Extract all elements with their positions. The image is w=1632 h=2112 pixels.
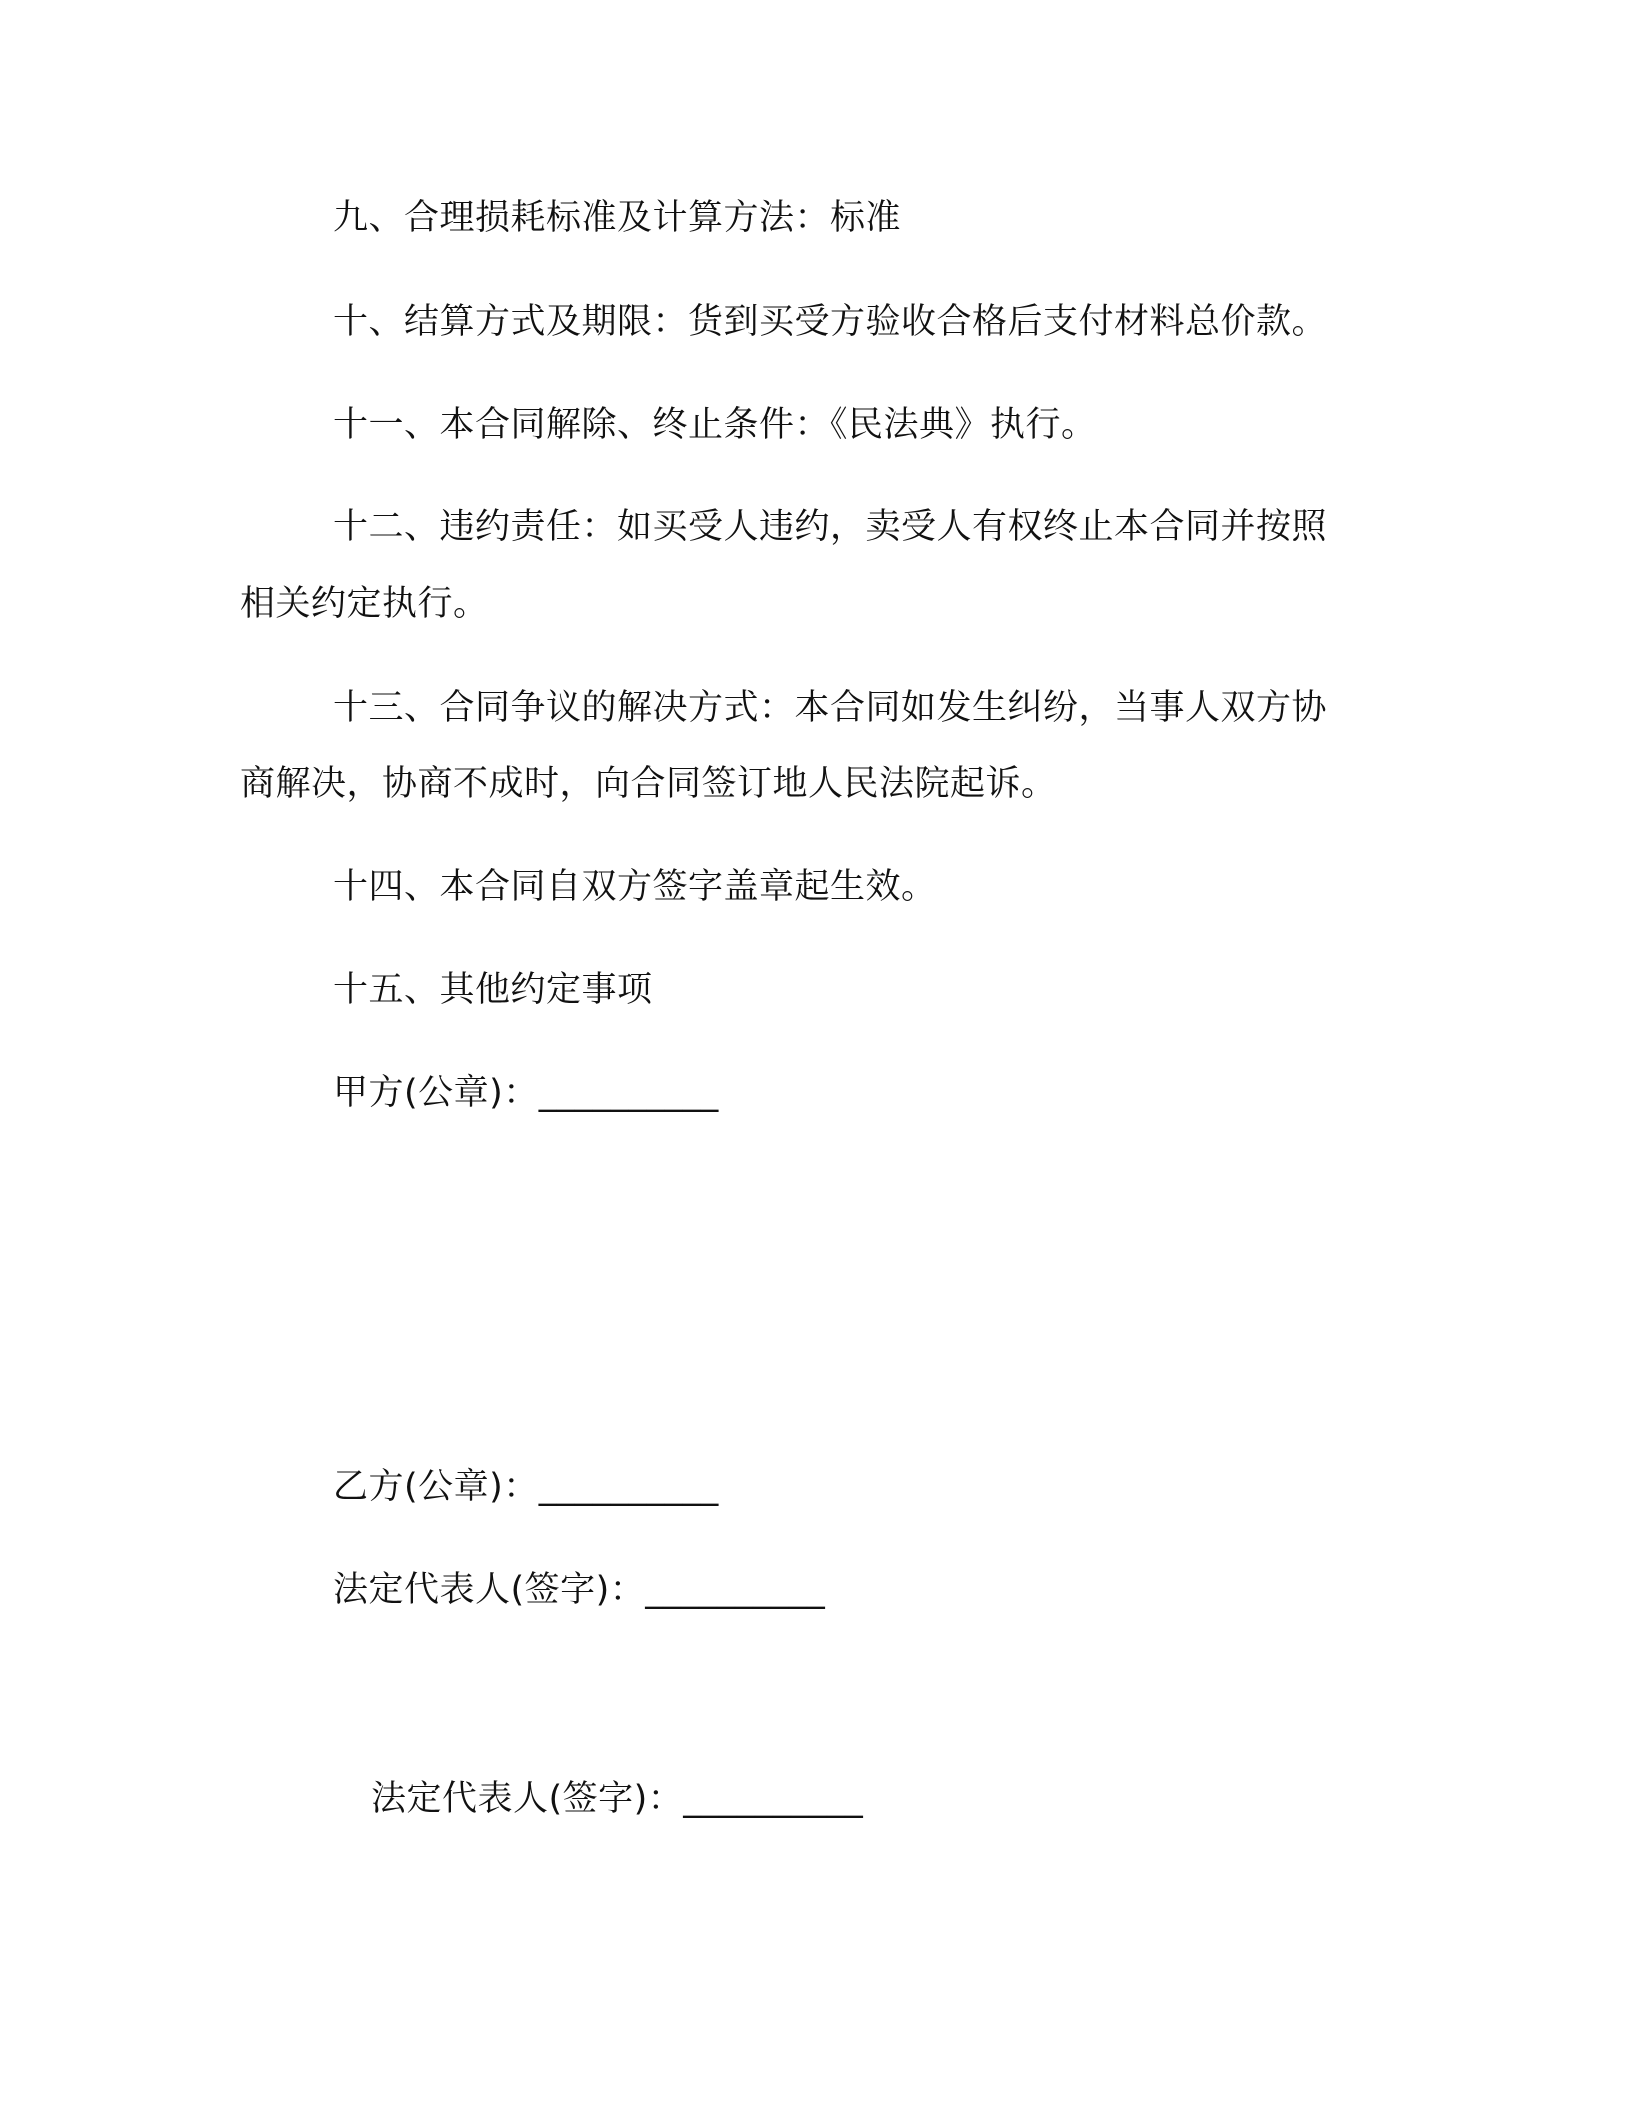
clause-13-line-2: 商解决，协商不成时，向合同签订地人民法院起诉。 — [240, 764, 1057, 804]
clause-13-line-1: 十三、合同争议的解决方式：本合同如发生纠纷，当事人双方协 — [333, 688, 1328, 728]
legal-rep-signature-line-1: 法定代表人(签字)：__________ — [333, 1570, 826, 1610]
clause-9: 九、合理损耗标准及计算方法：标准 — [333, 198, 902, 238]
clause-10: 十、结算方式及期限：货到买受方验收合格后支付材料总价款。 — [333, 302, 1328, 342]
clause-12-line-1: 十二、违约责任：如买受人违约，卖受人有权终止本合同并按照 — [333, 507, 1328, 547]
party-b-seal-line: 乙方(公章)：__________ — [333, 1467, 719, 1507]
legal-rep-signature-line-2: 法定代表人(签字)：__________ — [371, 1779, 864, 1819]
clause-12-line-2: 相关约定执行。 — [240, 584, 489, 624]
clause-15: 十五、其他约定事项 — [333, 970, 653, 1010]
party-a-seal-line: 甲方(公章)：__________ — [333, 1073, 719, 1113]
clause-14: 十四、本合同自双方签字盖章起生效。 — [333, 867, 937, 907]
clause-11: 十一、本合同解除、终止条件：《民法典》执行。 — [333, 405, 1097, 445]
